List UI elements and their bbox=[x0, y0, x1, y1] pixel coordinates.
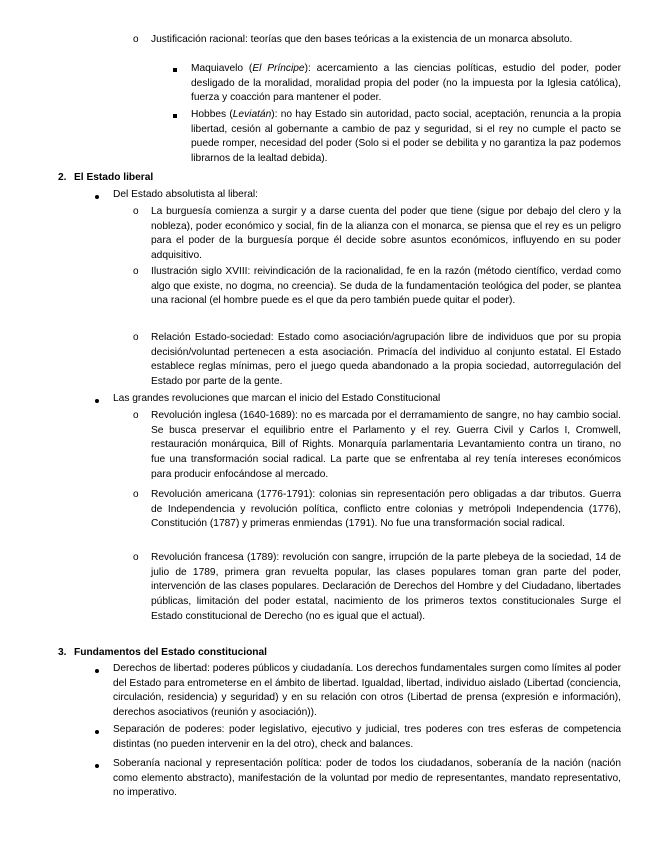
circle-bullet-icon: o bbox=[133, 552, 139, 563]
list-item: Revolución francesa (1789): revolución con sangre, irrupción de la parte plebeya de la sociedad, 14 de julio de 1789, primera gran revuelta popular, las clases populares toman gran parte del poder, intervención de las clases populares. Declaración de Derechos del Hombre y del Ciudadano, libertades públicas, limitación del poder estatal, nacimiento de los primeros textos constitucionales Surge el Estado constitucional de Derecho (no es igual que el actual). bbox=[151, 552, 621, 622]
circle-bullet-icon: o bbox=[133, 206, 139, 217]
bullet-icon bbox=[95, 730, 99, 734]
list-item: Las grandes revoluciones que marcan el inicio del Estado Constitucional bbox=[113, 393, 441, 404]
circle-bullet-icon: o bbox=[133, 410, 139, 421]
circle-bullet-icon: o bbox=[133, 332, 139, 343]
list-item: Derechos de libertad: poderes públicos y ciudadanía. Los derechos fundamentales surgen como límites al poder del Estado para entrometerse en el ámbito de libertad. Igualdad, libertad, individuo aislado (Libertad (conciencia, circulación, residencia) y seguridad) y en su relación con otros (Libertad de prensa (expresión e información), derechos asociativos (reunión y asociación)). bbox=[113, 663, 621, 719]
square-bullet-icon bbox=[173, 68, 177, 72]
bullet-icon bbox=[95, 764, 99, 768]
section-heading: Fundamentos del Estado constitucional bbox=[74, 647, 268, 658]
list-item-maquiavelo: Maquiavelo (El Príncipe): acercamiento a las ciencias políticas, estudio del poder, poder desligado de la moralidad, moralidad propia del poder (no la impuesta por la Iglesia católica), fuerza y coacción para mantener el poder. bbox=[191, 63, 621, 104]
circle-bullet-icon: o bbox=[133, 34, 139, 45]
list-item: Del Estado absolutista al liberal: bbox=[113, 189, 258, 200]
bullet-icon bbox=[95, 669, 99, 673]
list-item: Justificación racional: teorías que den bases teóricas a la existencia de un monarca absoluto. bbox=[151, 34, 573, 45]
section-heading: El Estado liberal bbox=[74, 172, 154, 183]
list-item: Ilustración siglo XVIII: reivindicación de la racionalidad, fe en la razón (método científico, verdad como algo que existe, no dogma, no creencia). Se duda de la fundamentación teológica del poder, se plantea una racional (el hombre puede es el que da pero también puede quitar el poder). bbox=[151, 266, 621, 307]
list-item: Revolución americana (1776-1791): colonias sin representación pero obligadas a dar tributos. Guerra de Independencia y revolución política, conflicto entre colonias y metrópoli Independencia (1776), Constitución (1787) y primeras enmiendas (1791). No fue una transformación social radical. bbox=[151, 489, 621, 530]
square-bullet-icon bbox=[173, 114, 177, 118]
list-item: La burguesía comienza a surgir y a darse cuenta del poder que tiene (sigue por debajo del clero y la nobleza), poder económico y social, fin de la alianza con el monarca, se piensa que el rey es un peligro para el poder de la burguesía porque él decide sobre asuntos económicos, influyendo en su poder adquisitivo. bbox=[151, 206, 621, 262]
bullet-icon bbox=[95, 399, 99, 403]
section-number: 2. bbox=[58, 172, 67, 183]
list-item: Revolución inglesa (1640-1689): no es marcada por el derramamiento de sangre, no hay cambio social. Se busca preservar el equilibrio entre el Parlamento y el rey. Guerra Civil y Carlos I, Cromwell, restauración monárquica, Bill of Rights. Monarquía parlamentaria Levantamiento contra un tirano, no fue una transformación social radical. La parte que se enfrentaba al rey tenía intereses económicos para producir enfocándose al mercado. bbox=[151, 410, 621, 480]
circle-bullet-icon: o bbox=[133, 489, 139, 500]
list-item: Soberanía nacional y representación política: poder de todos los ciudadanos, soberanía de la nación (nación como elemento abstracto), manifestación de la voluntad por medio de representantes, mandato representativo, no imperativo. bbox=[113, 758, 621, 799]
list-item-hobbes: Hobbes (Leviatán): no hay Estado sin autoridad, pacto social, aceptación, renuncia a la propia libertad, cesión al gobernante a cambio de paz y seguridad, si el rey no cumple el pacto se puede romper, necesidad del poder (Solo si el poder se debilita y no garantiza la paz podemos librarnos de la lealtad debida). bbox=[191, 109, 621, 165]
bullet-icon bbox=[95, 195, 99, 199]
list-item: Separación de poderes: poder legislativo, ejecutivo y judicial, tres poderes con tres esferas de competencia distintas (no pueden intervenir en la del otro), check and balances. bbox=[113, 724, 621, 750]
section-number: 3. bbox=[58, 647, 67, 658]
circle-bullet-icon: o bbox=[133, 266, 139, 277]
list-item: Relación Estado-sociedad: Estado como asociación/agrupación libre de individuos que por su propia decisión/voluntad pertenecen a esta asociación. Primacía del individuo al conjunto estatal. El Estado establece reglas mínimas, pero el juego queda abandonado a la propia sociedad, autorregulación del Estado por parte de la gente. bbox=[151, 332, 621, 388]
